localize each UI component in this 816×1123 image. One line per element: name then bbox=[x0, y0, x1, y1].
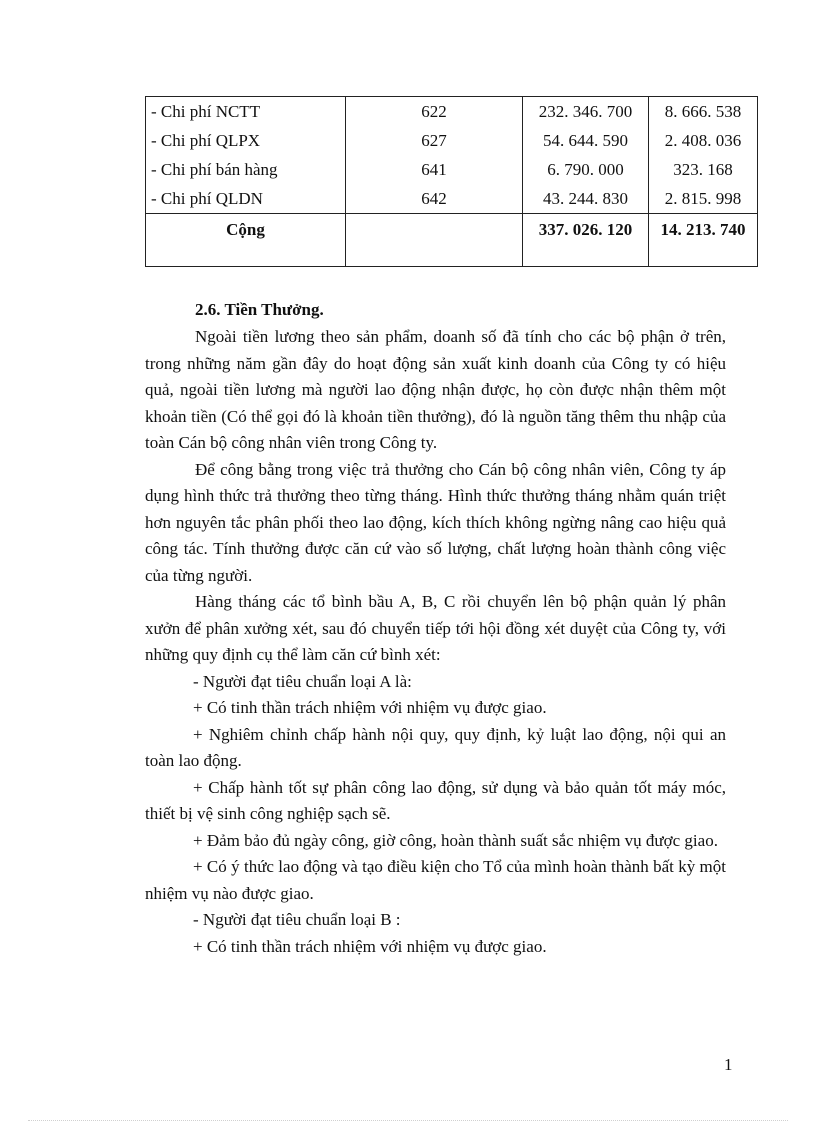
table-row bbox=[146, 126, 758, 155]
total-cost-amount: 337. 026. 120 bbox=[523, 214, 649, 267]
cost-label: - Chi phí QLDN bbox=[146, 184, 346, 214]
criteria-heading: - Người đạt tiêu chuẩn loại A là: bbox=[193, 671, 412, 691]
paragraph: Ngoài tiền lương theo sản phẩm, doanh số đã tính cho các bộ phận ở trên, trong những năm gần đây do hoạt động sản xuất kinh doanh của Công ty có hiệu quả, ngoài tiền lương mà người lao động nhận được, họ còn được nhận thêm một khoản tiền (Có thể gọi đó là khoản tiền thưởng), đó là nguồn tăng thêm thu nhập của toàn Cán bộ công nhân viên trong Công ty. bbox=[145, 327, 726, 452]
criteria-heading: - Người đạt tiêu chuẩn loại B : bbox=[193, 910, 401, 929]
salary-amount: 2. 815. 998 bbox=[649, 184, 758, 214]
table-total-row bbox=[146, 214, 758, 267]
salary-amount: 2. 408. 036 bbox=[649, 126, 758, 155]
paragraph: Để công bằng trong việc trả thưởng cho Cán bộ công nhân viên, Công ty áp dụng hình thức trả thưởng theo từng tháng. Hình thức thưởng tháng nhằm quán triệt hơn nguyên tắc phân phối theo lao động, kích thích không ngừng nâng cao hiệu quả công tác. Tính thưởng được căn cứ vào số lượng, chất lượng hoàn thành công việc của từng người. bbox=[145, 459, 726, 585]
criteria-item: + Chấp hành tốt sự phân công lao động, sử dụng và bảo quản tốt máy móc, thiết bị vệ sinh công nghiệp sạch sẽ. bbox=[145, 777, 726, 823]
salary-amount: 8. 666. 538 bbox=[649, 97, 758, 127]
criteria-item: + Có tinh thần trách nhiệm với nhiệm vụ được giao. bbox=[193, 936, 547, 956]
table-row bbox=[146, 184, 758, 214]
cost-amount: 232. 346. 700 bbox=[523, 97, 649, 127]
cost-label: - Chi phí QLPX bbox=[146, 126, 346, 155]
total-account-code bbox=[346, 214, 523, 267]
body-text bbox=[145, 324, 726, 960]
cost-label: - Chi phí bán hàng bbox=[146, 155, 346, 184]
account-code: 627 bbox=[346, 126, 523, 155]
account-code: 642 bbox=[346, 184, 523, 214]
criteria-item: + Có tinh thần trách nhiệm với nhiệm vụ được giao. bbox=[193, 698, 547, 717]
cost-amount: 54. 644. 590 bbox=[523, 126, 649, 155]
total-label: Cộng bbox=[146, 214, 346, 267]
account-code: 622 bbox=[346, 97, 523, 127]
cost-amount: 43. 244. 830 bbox=[523, 184, 649, 214]
criteria-item: + Có ý thức lao động và tạo điều kiện cho Tổ của mình hoàn thành bất kỳ một nhiệm vụ nào được giao. bbox=[145, 857, 726, 903]
footer-divider bbox=[28, 1120, 788, 1121]
table-row bbox=[146, 97, 758, 127]
page-number: 1 bbox=[724, 1055, 733, 1074]
cost-amount: 6. 790. 000 bbox=[523, 155, 649, 184]
salary-amount: 323. 168 bbox=[649, 155, 758, 184]
cost-label: - Chi phí NCTT bbox=[146, 97, 346, 127]
total-salary-amount: 14. 213. 740 bbox=[649, 214, 758, 267]
table-row bbox=[146, 155, 758, 184]
paragraph: Hàng tháng các tổ bình bầu A, B, C rồi chuyển lên bộ phận quản lý phân xưởn để phân xưởng xét, sau đó chuyển tiếp tới hội đồng xét duyệt của Công ty, với những quy định cụ thể làm căn cứ bình xét: bbox=[145, 592, 726, 664]
section-heading: 2.6. Tiền Thưởng. bbox=[195, 300, 324, 319]
cost-allocation-table bbox=[145, 96, 758, 267]
criteria-item: + Đảm bảo đủ ngày công, giờ công, hoàn thành suất sắc nhiệm vụ được giao. bbox=[193, 830, 718, 850]
account-code: 641 bbox=[346, 155, 523, 184]
criteria-item: + Nghiêm chỉnh chấp hành nội quy, quy định, kỷ luật lao động, nội qui an toàn lao động. bbox=[145, 724, 726, 770]
